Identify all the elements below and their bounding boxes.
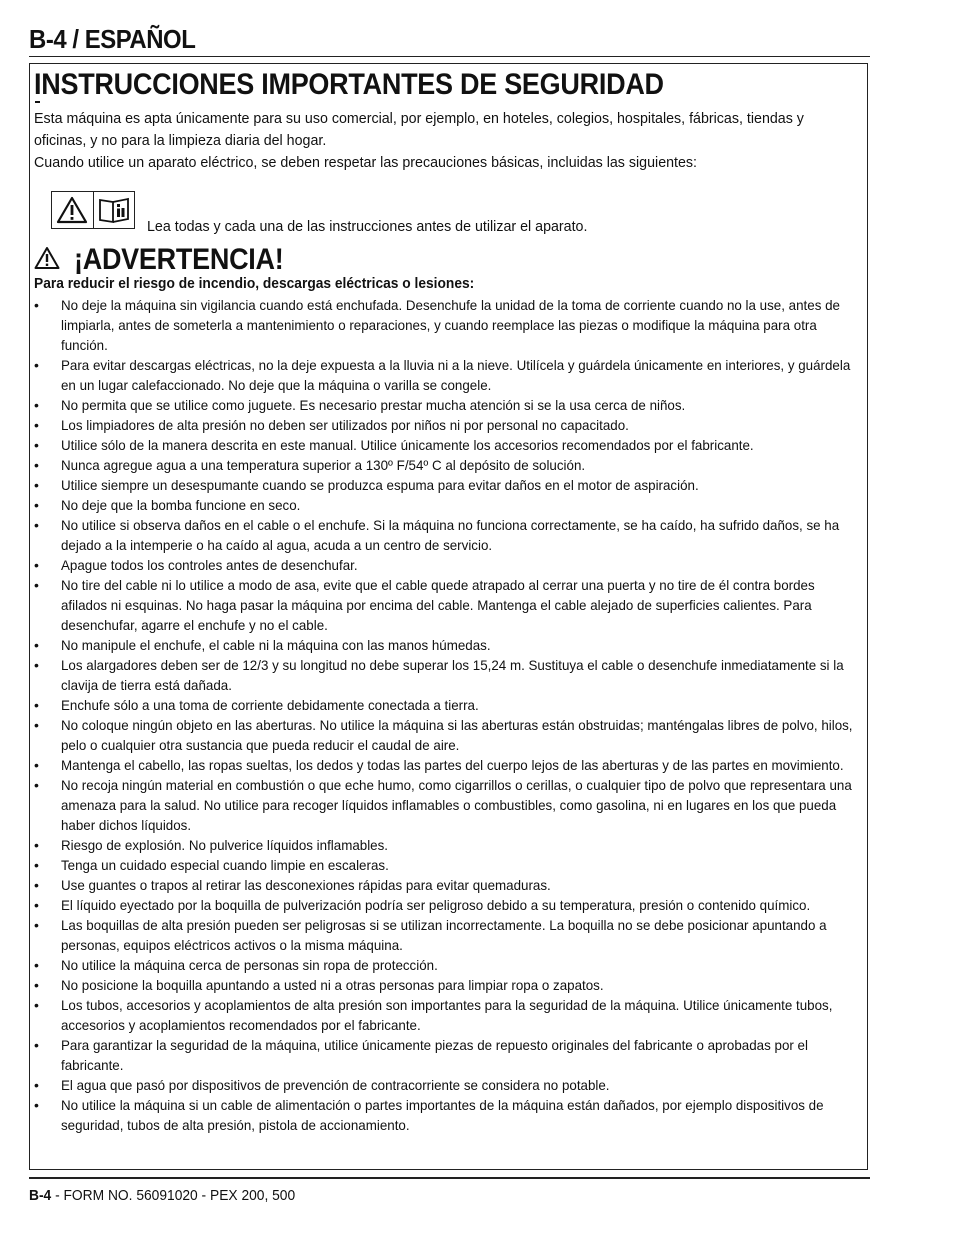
warning-title: ¡ADVERTENCIA! xyxy=(74,243,284,276)
bullet-dot: • xyxy=(34,697,39,713)
bullet-item xyxy=(34,695,868,715)
bullet-dot: • xyxy=(34,497,39,513)
bullet-text: Nunca agregue agua a una temperatura superior a 130º F/54º C al depósito de solución. xyxy=(61,457,586,473)
bullet-text: Los alargadores deben ser de 12/3 y su longitud no debe superar los 15,24 m. Sustituya el cable o desenchufe inmediatamente si la clavija de tierra está dañada. xyxy=(61,657,844,693)
footer-page-label: B-4 xyxy=(29,1187,52,1204)
bullet-dot: • xyxy=(34,857,39,873)
bullet-dot: • xyxy=(34,837,39,853)
bullet-text: Los tubos, accesorios y acoplamientos de alta presión son importantes para la seguridad de la máquina. Utilice únicamente tubos, accesorios y acoplamientos recomendados por el fabricante. xyxy=(61,997,833,1033)
bullet-item xyxy=(34,1075,868,1095)
bullet-item xyxy=(34,995,868,1035)
bullet-dot: • xyxy=(34,1097,39,1113)
bullet-dot: • xyxy=(34,777,39,793)
bullet-dot: • xyxy=(34,637,39,653)
bullet-item xyxy=(34,555,868,575)
bullet-item xyxy=(34,835,868,855)
read-instructions-text: Lea todas y cada una de las instrucciones antes de utilizar el aparato. xyxy=(147,218,588,235)
bullet-text: No deje la máquina sin vigilancia cuando está enchufada. Desenchufe la unidad de la toma de corriente cuando no la use, antes de limpiarla, antes de someterla a mantenimiento o reparaciones, y cuando reemplace las piezas o modifique la máquina para otra función. xyxy=(61,297,840,353)
intro-paragraph: Cuando utilice un aparato eléctrico, se deben respetar las precauciones básicas, incluidas las siguientes: xyxy=(34,154,698,171)
bullet-dot: • xyxy=(34,977,39,993)
bullet-text: No utilice la máquina si un cable de alimentación o partes importantes de la máquina están dañados, por ejemplo dispositivos de seguridad, tubos de alta presión, pistola de accionamiento. xyxy=(61,1097,824,1133)
bullet-item xyxy=(34,775,868,835)
footer-divider xyxy=(29,1177,870,1179)
safety-bullet-list xyxy=(34,295,868,1135)
bullet-dot: • xyxy=(34,357,39,373)
bullet-dot: • xyxy=(34,957,39,973)
bullet-item xyxy=(34,755,868,775)
bullet-item xyxy=(34,575,868,635)
bullet-item xyxy=(34,395,868,415)
bullet-dot: • xyxy=(34,757,39,773)
bullet-text: Los limpiadores de alta presión no deben ser utilizados por niños ni por personal no capacitado. xyxy=(61,417,629,433)
footer-form-text: - FORM NO. 56091020 - PEX 200, 500 xyxy=(51,1187,296,1204)
bullet-text: No manipule el enchufe, el cable ni la máquina con las manos húmedas. xyxy=(61,637,491,653)
bullet-item xyxy=(34,1035,868,1075)
bullet-item xyxy=(34,955,868,975)
bullet-text: No deje que la bomba funcione en seco. xyxy=(61,497,301,513)
bullet-text: El agua que pasó por dispositivos de prevención de contracorriente se considera no potable. xyxy=(61,1077,610,1093)
bullet-text: Riesgo de explosión. No pulverice líquidos inflamables. xyxy=(61,837,389,853)
bullet-text: No coloque ningún objeto en las aberturas. No utilice la máquina si las aberturas están obstruidas; manténgalas libres de polvo, hilos, pelo o cualquier otra sustancia que pueda reducir el caudal de aire. xyxy=(61,717,853,753)
bullet-item xyxy=(34,515,868,555)
warning-heading xyxy=(34,243,307,277)
page-header-title: B-4 / ESPAÑOL xyxy=(29,24,196,54)
bullet-text: No recoja ningún material en combustión o que eche humo, como cigarrillos o cerillas, o cualquier tipo de polvo que representara una amenaza para la salud. No utilice para recoger líquidos inflamables o combustibles, como gasolina, ni en lugares en los que pueda haber dichos líquidos. xyxy=(61,777,852,833)
bullet-dot: • xyxy=(34,397,39,413)
bullet-item xyxy=(34,495,868,515)
bullet-text: No permita que se utilice como juguete. Es necesario prestar mucha atención si se la usa cerca de niños. xyxy=(61,397,686,413)
bullet-item xyxy=(34,895,868,915)
bullet-text: No tire del cable ni lo utilice a modo de asa, evite que el cable quede atrapado al cerrar una puerta y no tire de él contra bordes afilados ni esquinas. No haga pasar la máquina por encima del cable. Mantenga el cable alejado de superficies calientes. Para desenchufar, agarre el enchufe y no el cable. xyxy=(61,577,815,633)
bullet-item xyxy=(34,855,868,875)
bullet-text: No posicione la boquilla apuntando a usted ni a otras personas para limpiar ropa o zapatos. xyxy=(61,977,604,993)
bullet-item xyxy=(34,915,868,955)
bullet-dot: • xyxy=(34,717,39,733)
bullet-item xyxy=(34,715,868,755)
bullet-dot: • xyxy=(34,417,39,433)
bullet-item xyxy=(34,655,868,695)
bullet-text: Use guantes o trapos al retirar las desconexiones rápidas para evitar quemaduras. xyxy=(61,877,551,893)
bullet-item xyxy=(34,355,868,395)
bullet-dot: • xyxy=(34,657,39,673)
bullet-text: Mantenga el cabello, las ropas sueltas, los dedos y todas las partes del cuerpo lejos de las aberturas y de las partes en movimiento. xyxy=(61,757,844,773)
bullet-dot: • xyxy=(34,577,39,593)
bullet-text: No utilice si observa daños en el cable o el enchufe. Si la máquina no funciona correctamente, se ha caído, ha sufrido daños, se ha dejado a la intemperie o ha caído al agua, acuda a un centro de servicio. xyxy=(61,517,840,553)
bullet-item xyxy=(34,435,868,455)
bullet-dot: • xyxy=(34,897,39,913)
bullet-text: Para evitar descargas eléctricas, no la deje expuesta a la lluvia ni a la nieve. Utilícela y guárdela únicamente en interiores, y guárdela en un lugar calefaccionado. No deje que la máquina o varilla se congele. xyxy=(61,357,851,393)
bullet-dot: • xyxy=(34,297,39,313)
intro-paragraph: Esta máquina es apta únicamente para su uso comercial, por ejemplo, en hoteles, colegios, hospitales, fábricas, tiendas y oficinas, y no para la limpieza diaria del hogar. xyxy=(34,110,804,149)
bullet-item xyxy=(34,1095,868,1135)
bullet-item xyxy=(34,415,868,435)
bullet-item xyxy=(34,295,868,355)
bullet-text: Las boquillas de alta presión pueden ser peligrosas si se utilizan incorrectamente. La boquilla no se debe posicionar apuntando a personas, equipos eléctricos activos o la misma máquina. xyxy=(61,917,827,953)
page-footer xyxy=(29,1187,295,1204)
bullet-dot: • xyxy=(34,557,39,573)
bullet-dot: • xyxy=(34,877,39,893)
bullet-item xyxy=(34,475,868,495)
bullet-item xyxy=(34,875,868,895)
bullet-text: Enchufe sólo a una toma de corriente debidamente conectada a tierra. xyxy=(61,697,479,713)
bullet-dot: • xyxy=(34,437,39,453)
bullet-item xyxy=(34,975,868,995)
bullet-dot: • xyxy=(34,1077,39,1093)
bullet-dot: • xyxy=(34,997,39,1013)
bullet-text: Para garantizar la seguridad de la máquina, utilice únicamente piezas de repuesto originales del fabricante o aprobadas por el fabricante. xyxy=(61,1037,808,1073)
bullet-text: El líquido eyectado por la boquilla de pulverización podría ser peligroso debido a su temperatura, presión o contenido químico. xyxy=(61,897,811,913)
bullet-item xyxy=(34,635,868,655)
bullet-dot: • xyxy=(34,917,39,933)
warning-triangle-icon xyxy=(52,192,93,228)
bullet-text: Utilice sólo de la manera descrita en este manual. Utilice únicamente los accesorios recomendados por el fabricante. xyxy=(61,437,754,453)
bullet-dot: • xyxy=(34,1037,39,1053)
bullet-dot: • xyxy=(34,477,39,493)
bullet-text: Tenga un cuidado especial cuando limpie en escaleras. xyxy=(61,857,389,873)
warning-triangle-icon xyxy=(34,246,60,275)
manual-info-icon xyxy=(93,192,135,228)
bullet-text: Utilice siempre un desespumante cuando se produzca espuma para evitar daños en el motor de aspiración. xyxy=(61,477,699,493)
intro-text xyxy=(34,108,823,174)
warning-subheading: Para reducir el riesgo de incendio, descargas eléctricas o lesiones: xyxy=(34,276,475,292)
section-title: INSTRUCCIONES IMPORTANTES DE SEGURIDAD xyxy=(34,68,664,101)
title-tick-mark xyxy=(35,101,40,103)
bullet-text: No utilice la máquina cerca de personas sin ropa de protección. xyxy=(61,957,438,973)
safety-symbols-box xyxy=(51,191,135,229)
bullet-dot: • xyxy=(34,457,39,473)
bullet-item xyxy=(34,455,868,475)
header-divider xyxy=(29,56,870,57)
bullet-text: Apague todos los controles antes de desenchufar. xyxy=(61,557,358,573)
bullet-dot: • xyxy=(34,517,39,533)
